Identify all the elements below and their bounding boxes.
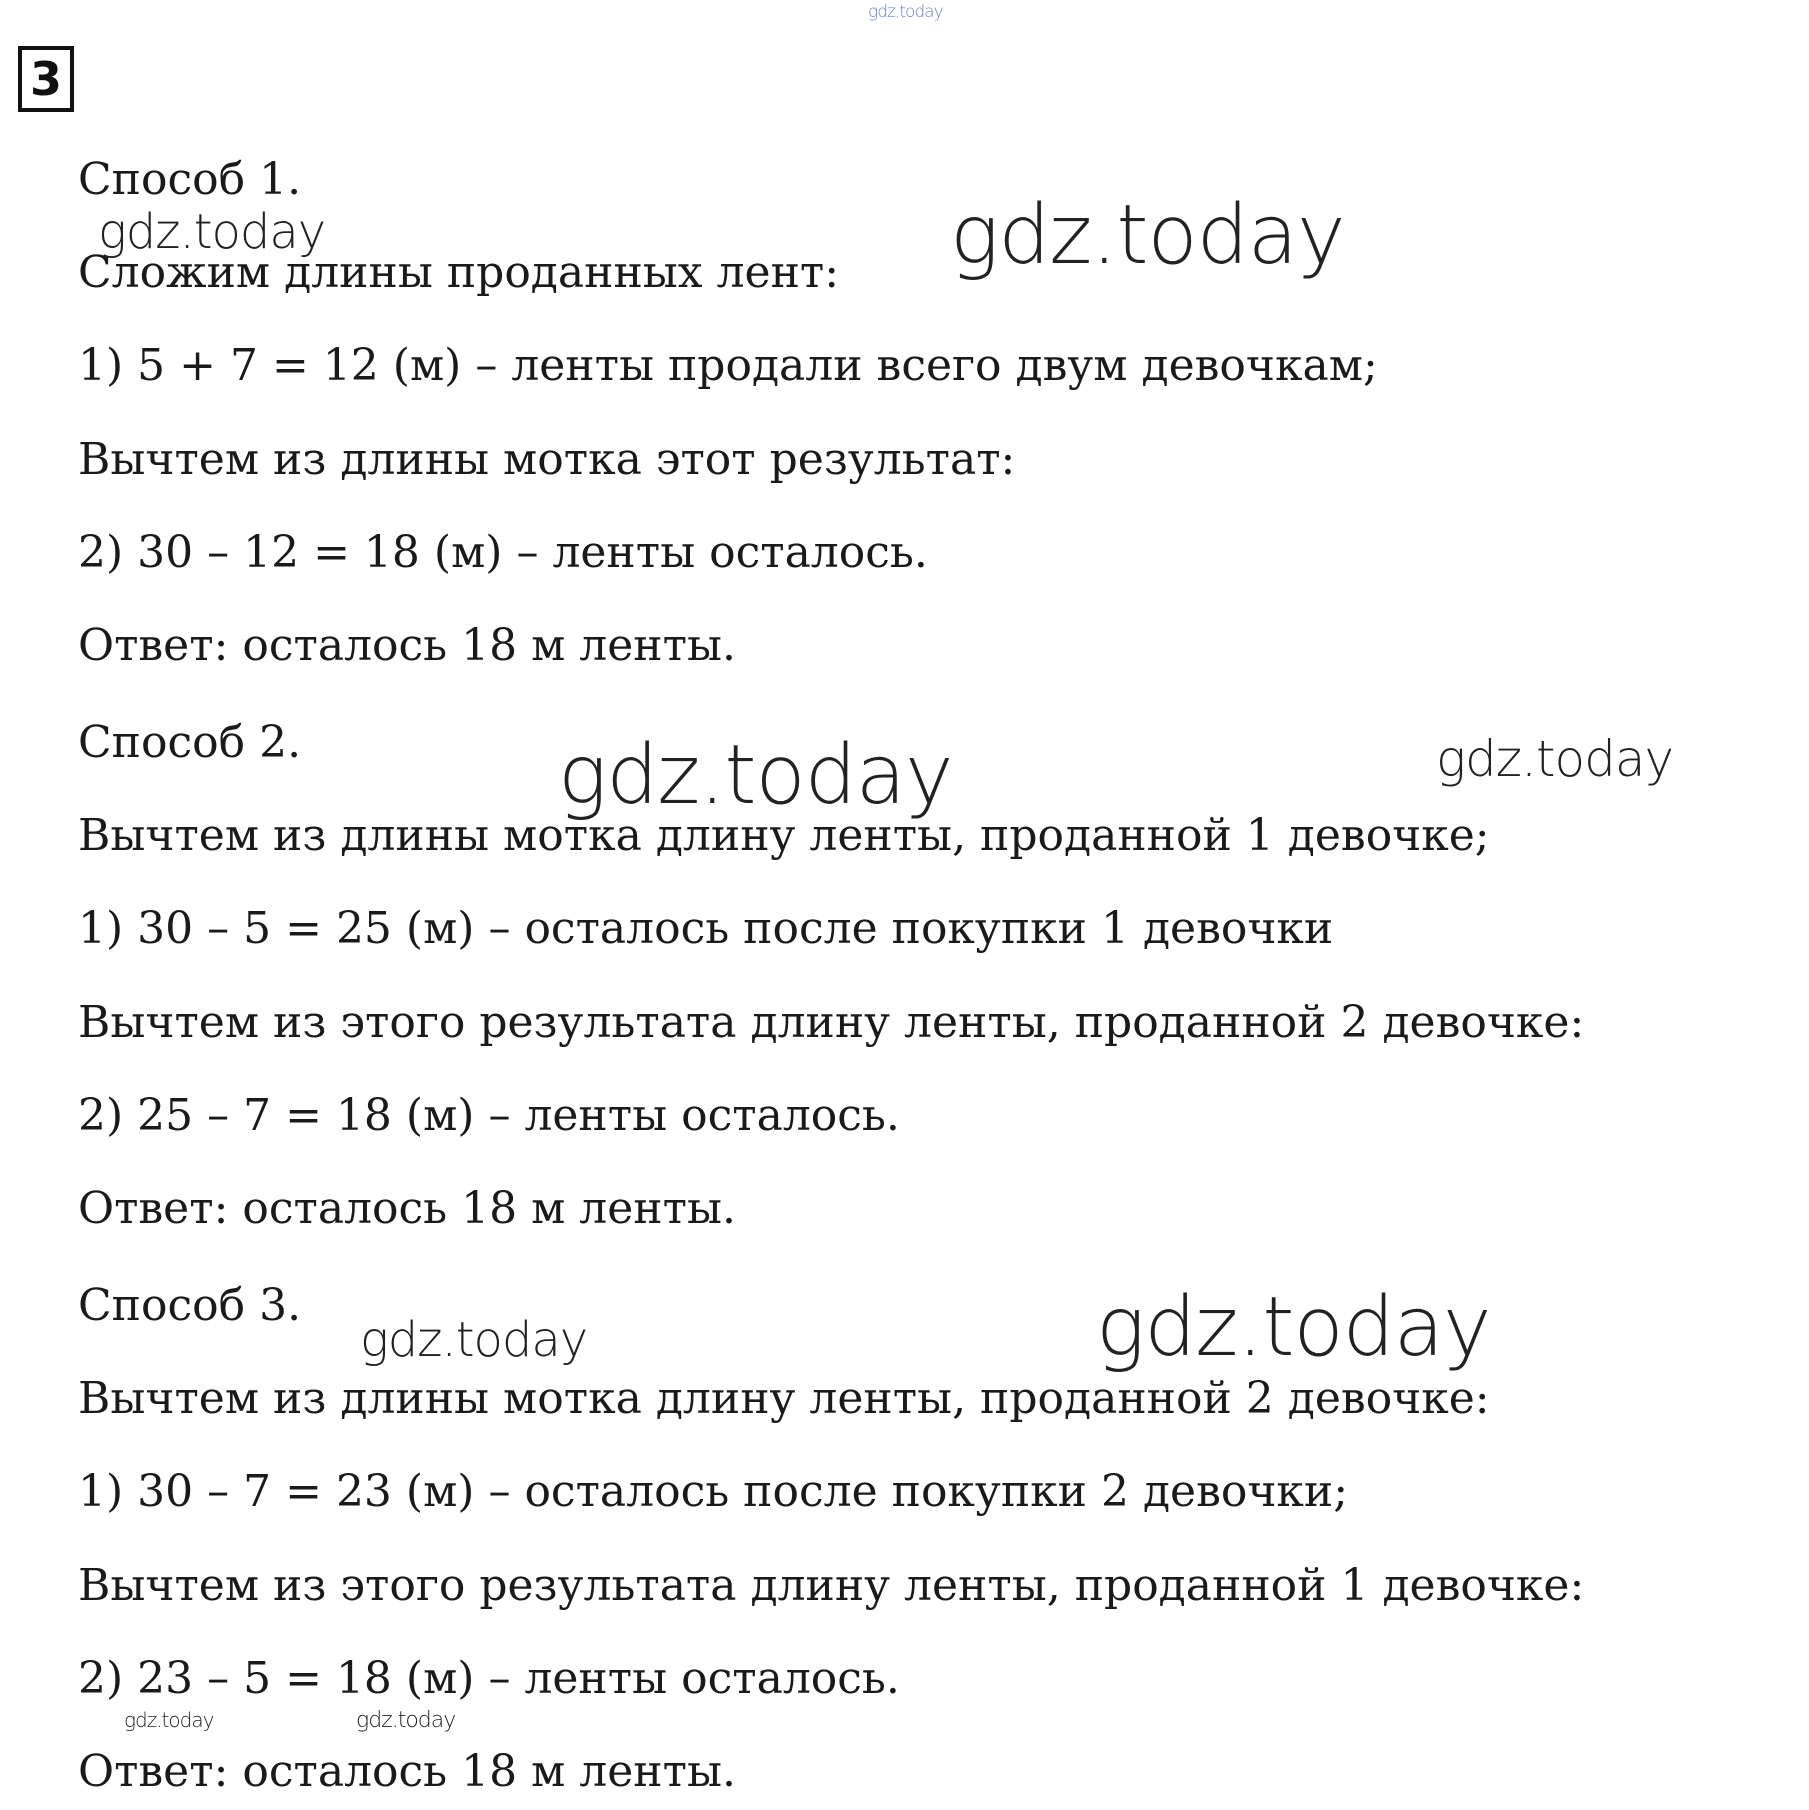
watermark-tiny-bottom-center: gdz.today	[356, 1708, 456, 1733]
method-1-line-4: 2) 30 – 12 = 18 (м) – ленты осталось.	[78, 527, 928, 578]
method-3-line-1: Вычтем из длины мотка длину ленты, проданной 2 девочке:	[78, 1373, 1490, 1424]
watermark-large-right: gdz.today	[950, 188, 1345, 283]
task-number-box: 3	[18, 46, 74, 112]
method-1-line-2: 1) 5 + 7 = 12 (м) – ленты продали всего двум девочкам;	[78, 340, 1378, 391]
watermark-small-left: gdz.today	[98, 204, 326, 260]
method-1-answer: Ответ: осталось 18 м ленты.	[78, 620, 736, 671]
watermark-top: gdz.today	[868, 2, 943, 22]
method-3-title: Способ 3.	[78, 1280, 302, 1331]
method-2-answer: Ответ: осталось 18 м ленты.	[78, 1183, 736, 1234]
watermark-large-center: gdz.today	[558, 728, 953, 823]
method-1-title: Способ 1.	[78, 154, 302, 205]
watermark-medium-right: gdz.today	[1436, 730, 1674, 788]
watermark-large-lower-right: gdz.today	[1096, 1280, 1491, 1375]
watermark-small-lower-left: gdz.today	[360, 1312, 588, 1368]
method-3-line-4: 2) 23 – 5 = 18 (м) – ленты осталось.	[78, 1653, 900, 1704]
method-2-line-2: 1) 30 – 5 = 25 (м) – осталось после покупки 1 девочки	[78, 903, 1334, 954]
method-3-line-2: 1) 30 – 7 = 23 (м) – осталось после покупки 2 девочки;	[78, 1466, 1349, 1517]
method-1-line-1: Сложим длины проданных лент:	[78, 247, 840, 298]
method-2-title: Способ 2.	[78, 717, 302, 768]
method-3-answer: Ответ: осталось 18 м ленты.	[78, 1746, 736, 1797]
watermark-tiny-bottom-left: gdz.today	[124, 1708, 214, 1732]
method-2-line-3: Вычтем из этого результата длину ленты, проданной 2 девочке:	[78, 997, 1585, 1048]
method-3-line-3: Вычтем из этого результата длину ленты, проданной 1 девочке:	[78, 1560, 1585, 1611]
method-2-line-4: 2) 25 – 7 = 18 (м) – ленты осталось.	[78, 1090, 900, 1141]
method-1-line-3: Вычтем из длины мотка этот результат:	[78, 434, 1016, 485]
method-2-line-1: Вычтем из длины мотка длину ленты, проданной 1 девочке;	[78, 810, 1490, 861]
